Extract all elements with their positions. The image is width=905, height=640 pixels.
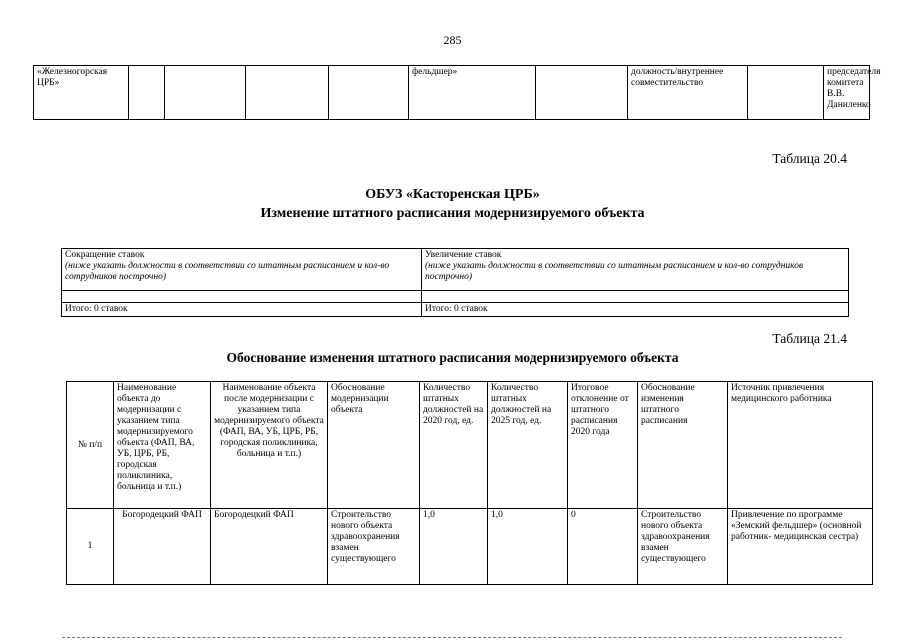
header-positions-2020: Количество штатных должностей на 2020 год, ед. [420,382,488,509]
empty-cell [422,291,849,303]
increase-header-cell [422,249,849,291]
staff-change-table [61,248,849,317]
header-change-reason: Обоснование изменения штатного расписания [638,382,728,509]
header-number: № п/п [67,382,114,509]
row-modernization-reason: Строительство нового объекта здравоохранения взамен существующего [328,509,420,585]
reduction-note: (ниже указать должности в соответствии со штатным расписанием и кол-во сотрудников построчно) [65,261,390,282]
continuation-cell [329,66,409,120]
increase-total: Итого: 0 ставок [422,303,849,317]
table-row [67,509,873,585]
continuation-cell [748,66,824,120]
page-number: 285 [443,33,462,47]
continuation-cell [536,66,628,120]
header-positions-2025: Количество штатных должностей на 2025 год, ед. [488,382,568,509]
row-object-before: Богородецкий ФАП [114,509,211,585]
increase-note: (ниже указать должности в соответствии со штатным расписанием и кол-во сотрудников построчно) [425,261,804,282]
table-21-label: Таблица 21.4 [772,331,847,346]
row-deviation: 0 [568,509,638,585]
continuation-cell [129,66,165,120]
row-change-reason: Строительство нового объекта здравоохранения взамен существующего [638,509,728,585]
continuation-cell-organization: «Железногорская ЦРБ» [34,66,129,120]
continuation-cell-position: фельдшер» [409,66,536,120]
row-positions-2020: 1,0 [420,509,488,585]
row-positions-2025: 1,0 [488,509,568,585]
increase-heading: Увеличение ставок [425,250,502,260]
continuation-table [33,65,881,120]
reduction-heading: Сокращение ставок [65,250,145,260]
header-object-after: Наименование объекта после модернизации с указанием типа модернизируемого объекта (ФАП, ВА, УБ, ЦРБ, РБ, городская поликлиника, больница и т.п.) [211,382,328,509]
empty-cell [62,291,422,303]
justification-table [66,381,873,585]
table-20-label: Таблица 20.4 [772,151,847,166]
row-object-after: Богородецкий ФАП [211,509,328,585]
reduction-total: Итого: 0 ставок [62,303,422,317]
table-20-title: Изменение штатного расписания модернизируемого объекта [260,206,645,221]
header-object-before: Наименование объекта до модернизации с указанием типа модернизируемого объекта (ФАП, ВА, УБ, ЦРБ, РБ, городская поликлиника, больница и т.п.) [114,382,211,509]
continuation-cell-signatory: председателя комитета В.В. Даниленко [824,66,870,120]
row-recruitment-source: Привлечение по программе «Земский фельдшер» (основной работник- медицинская сестра) [728,509,873,585]
table-21-title: Обоснование изменения штатного расписания модернизируемого объекта [226,350,679,365]
continuation-cell-employment: должность/внутреннее совместительство [628,66,748,120]
row-number: 1 [67,509,114,585]
organization-title: ОБУЗ «Касторенская ЦРБ» [365,187,540,202]
continuation-cell [246,66,329,120]
continuation-cell [165,66,246,120]
page-edge-divider [62,637,842,639]
header-recruitment-source: Источник привлечения медицинского работника [728,382,873,509]
header-modernization-reason: Обоснование модернизации объекта [328,382,420,509]
reduction-header-cell [62,249,422,291]
header-deviation: Итоговое отклонение от штатного расписания 2020 года [568,382,638,509]
